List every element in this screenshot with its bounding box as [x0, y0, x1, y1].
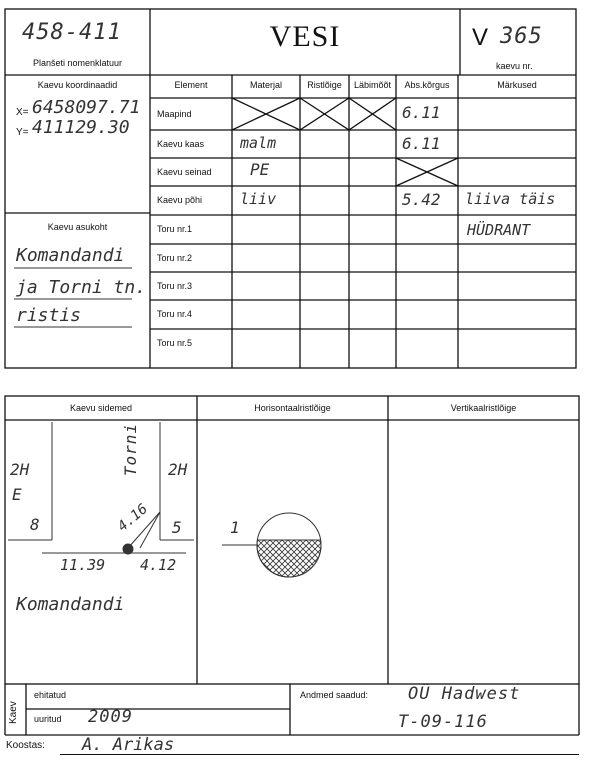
coords-label: Kaevu koordinaadid [37, 80, 118, 90]
compiled-underline [60, 754, 579, 755]
pipe-number: 1 [230, 518, 240, 537]
form-title: VESI [269, 20, 341, 53]
location-line-1: Komandandi [16, 245, 125, 266]
footer-well-label: Kaev [8, 701, 19, 724]
dist-bottom-right: 4.12 [140, 556, 177, 574]
row-material: malm [240, 134, 277, 152]
dist-diagonal: 4.16 [114, 501, 151, 535]
compiled-by: A. Arikas [82, 735, 175, 755]
connection-sketch [8, 422, 194, 554]
header-element: Element [174, 80, 208, 90]
row-element: Toru nr.4 [157, 309, 193, 319]
row-notes: liiva täis [465, 190, 556, 208]
x-coordinate: 6458097.71 [32, 97, 141, 118]
row-abs: 5.42 [402, 190, 441, 209]
header-material: Materjal [249, 80, 282, 90]
location-line-3: ristis [16, 305, 82, 326]
label-2h-left: 2H [10, 460, 30, 479]
surveyed-year: 2009 [88, 707, 133, 727]
well-number: 365 [500, 24, 543, 49]
row-element: Toru nr.1 [157, 224, 193, 234]
row-abs: 6.11 [402, 103, 441, 122]
compiled-label: Koostas: [6, 740, 45, 751]
row-element: Maapind [157, 109, 192, 119]
data-from-reference: T-09-116 [398, 712, 488, 732]
row-element: Toru nr.3 [157, 281, 193, 291]
street-komandandi: Komandandi [16, 594, 125, 615]
row-element: Toru nr.5 [157, 338, 193, 348]
col-header-horizontal: Horisontaalristlõige [254, 403, 331, 413]
label-2h-right: 2H [168, 460, 188, 479]
header-cross-section: Ristlõige [307, 80, 342, 90]
location-line-2: ja Torni tn. [16, 277, 147, 298]
data-from-label: Andmed saadud: [300, 690, 369, 700]
header-abs-height: Abs.kõrgus [404, 80, 450, 90]
header-notes: Märkused [497, 80, 537, 90]
well-number-label: kaevu nr. [496, 61, 533, 71]
data-from-company: OÜ Hadwest [408, 684, 521, 704]
row-abs: 6.11 [402, 134, 441, 153]
row-element: Toru nr.2 [157, 253, 193, 263]
col-header-connections: Kaevu sidemed [69, 403, 133, 413]
row-element: Kaevu seinad [157, 167, 212, 177]
y-coordinate: 411129.30 [32, 117, 130, 138]
surveyed-label: uuritud [34, 714, 62, 724]
plansheet-value: 458-411 [22, 20, 122, 45]
row-element: Kaevu kaas [157, 139, 205, 149]
row-element: Kaevu põhi [157, 195, 203, 205]
row-material: PE [250, 160, 270, 179]
row-notes: HÜDRANT [467, 221, 531, 239]
x-label: X= [16, 107, 29, 118]
dist-bottom-left: 11.39 [60, 556, 106, 574]
dist-right: 5 [172, 518, 182, 537]
dist-left: 8 [30, 515, 40, 534]
location-label: Kaevu asukoht [47, 222, 108, 232]
col-header-vertical: Vertikaalristlõige [450, 403, 517, 413]
built-label: ehitatud [34, 690, 67, 700]
header-diameter: Läbimõõt [353, 80, 392, 90]
label-e: E [12, 485, 22, 504]
row-material: liiv [240, 190, 277, 208]
plansheet-label: Planšeti nomenklatuur [32, 58, 123, 68]
well-prefix: V [472, 24, 489, 51]
y-label: Y= [16, 127, 29, 138]
street-torni: Torni [121, 422, 141, 477]
